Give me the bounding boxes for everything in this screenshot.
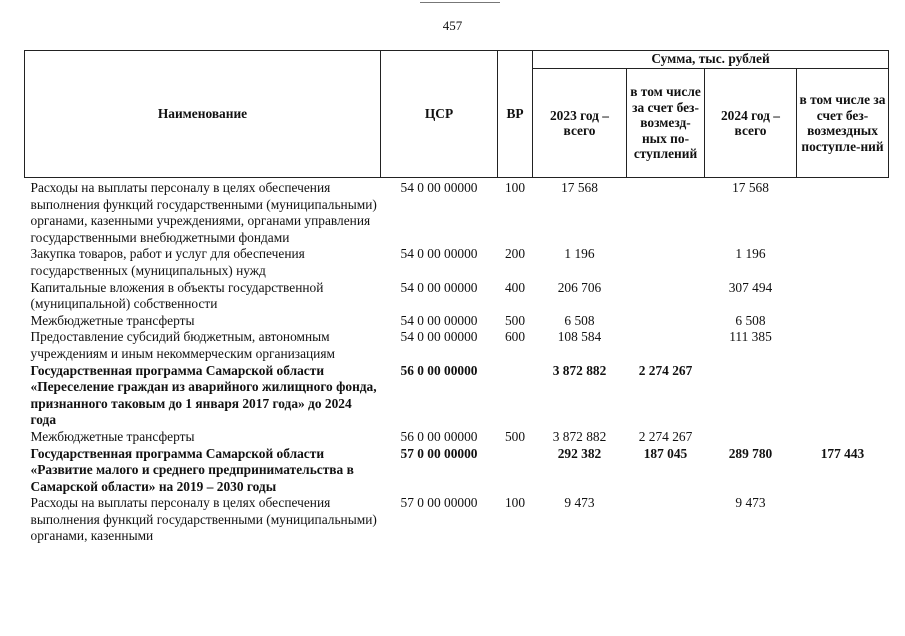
row-vr: 200 bbox=[504, 246, 526, 262]
row-2023-total: 108 584 bbox=[557, 329, 602, 345]
table-row bbox=[25, 429, 889, 446]
row-2023-grant bbox=[627, 329, 705, 362]
row-2023-total: 1 196 bbox=[564, 246, 595, 262]
header-2024-total: 2024 год – всего bbox=[705, 69, 797, 178]
row-csr: 54 0 00 00000 bbox=[400, 329, 478, 345]
row-vr: 100 bbox=[504, 180, 526, 195]
row-2024-grant bbox=[797, 329, 889, 362]
row-2023-grant bbox=[627, 280, 705, 313]
row-2024-total: 111 385 bbox=[729, 329, 772, 345]
row-2023-grant bbox=[627, 313, 705, 330]
table-row bbox=[25, 246, 889, 279]
row-2023-grant bbox=[627, 178, 705, 247]
row-2024-total bbox=[705, 429, 797, 446]
row-name: Закупка товаров, работ и услуг для обеспечения государственных (муниципальных) нужд bbox=[30, 246, 305, 278]
table-row bbox=[25, 363, 889, 429]
row-2024-grant bbox=[797, 495, 889, 545]
row-name: Расходы на выплаты персоналу в целях обеспечения выполнения функций государственными (муниципальными) органами, казенными учреждениями, органами управления государственными внебюджетными фондами bbox=[30, 180, 377, 245]
row-csr: 54 0 00 00000 bbox=[400, 279, 478, 295]
row-csr: 54 0 00 00000 bbox=[400, 246, 478, 262]
row-2023-total: 6 508 bbox=[564, 312, 595, 328]
header-csr: ЦСР bbox=[381, 51, 498, 178]
row-2024-total: 6 508 bbox=[735, 312, 766, 328]
row-2024-total: 289 780 bbox=[728, 445, 773, 461]
row-2024-total: 17 568 bbox=[732, 180, 769, 195]
row-2024-grant bbox=[797, 429, 889, 446]
row-name: Предоставление субсидий бюджетным, автономным учреждениям и иным некоммерческим организациям bbox=[30, 329, 335, 361]
page-number: 457 bbox=[442, 18, 463, 33]
budget-table bbox=[24, 50, 889, 545]
row-vr: 600 bbox=[504, 329, 526, 345]
row-2023-total: 292 382 bbox=[557, 445, 602, 461]
row-2023-grant bbox=[627, 246, 705, 279]
row-csr: 54 0 00 00000 bbox=[400, 180, 478, 195]
row-2023-grant: 2 274 267 bbox=[638, 428, 693, 444]
row-2024-grant: 177 443 bbox=[820, 445, 865, 461]
row-name: Межбюджетные трансферты bbox=[30, 312, 195, 328]
row-2024-total bbox=[705, 363, 797, 429]
row-2023-total: 206 706 bbox=[557, 279, 602, 295]
header-sum: Сумма, тыс. рублей bbox=[533, 51, 889, 69]
table-row bbox=[25, 446, 889, 496]
header-2023-total: 2023 год – всего bbox=[533, 69, 627, 178]
row-2024-total: 307 494 bbox=[728, 279, 773, 295]
row-2024-grant bbox=[797, 246, 889, 279]
row-2023-grant: 187 045 bbox=[643, 445, 688, 461]
row-vr: 400 bbox=[504, 279, 526, 295]
row-name: Капитальные вложения в объекты государственной (муниципальной) собственности bbox=[30, 279, 324, 312]
row-vr bbox=[498, 363, 533, 429]
row-2024-grant bbox=[797, 363, 889, 429]
row-2023-grant: 2 274 267 bbox=[638, 362, 693, 378]
row-name: Государственная программа Самарской области «Развитие малого и среднего предпринимательства в Самарской области» на 2019 – 2030 годы bbox=[30, 445, 354, 494]
row-csr: 57 0 00 00000 bbox=[400, 445, 478, 461]
row-2023-total: 3 872 882 bbox=[552, 362, 607, 378]
row-2024-grant bbox=[797, 178, 889, 247]
row-csr: 56 0 00 00000 bbox=[400, 362, 478, 378]
row-2023-total: 17 568 bbox=[561, 180, 598, 195]
row-name: Межбюджетные трансферты bbox=[30, 428, 195, 444]
header-2023-grant: в том числе за счет без-возмезд-ных по-ступлений bbox=[627, 69, 705, 178]
row-name: Расходы на выплаты персоналу в целях обеспечения выполнения функций государственными (муниципальными) органами, казенными bbox=[30, 495, 377, 544]
header-2024-grant: в том числе за счет без-возмездных поступле-ний bbox=[797, 69, 889, 178]
row-2023-total: 3 872 882 bbox=[552, 428, 607, 444]
table-row bbox=[25, 313, 889, 330]
row-csr: 54 0 00 00000 bbox=[400, 312, 478, 328]
row-2024-total: 9 473 bbox=[735, 495, 766, 511]
row-name: Государственная программа Самарской области «Переселение граждан из аварийного жилищного фонда, признанного таковым до 1 января 2017 года» до 2024 года bbox=[30, 362, 377, 428]
row-vr: 500 bbox=[504, 312, 526, 328]
row-2024-total: 1 196 bbox=[735, 246, 766, 262]
row-vr: 500 bbox=[504, 428, 526, 444]
row-vr: 100 bbox=[504, 495, 526, 511]
row-csr: 56 0 00 00000 bbox=[400, 428, 478, 444]
row-csr: 57 0 00 00000 bbox=[400, 495, 478, 511]
top-rule bbox=[420, 2, 500, 3]
table-row bbox=[25, 280, 889, 313]
header-name: Наименование bbox=[25, 51, 381, 178]
row-2024-grant bbox=[797, 280, 889, 313]
header-vr: ВР bbox=[498, 51, 533, 178]
table-row bbox=[25, 329, 889, 362]
table-row bbox=[25, 495, 889, 545]
row-vr bbox=[498, 446, 533, 496]
table-row bbox=[25, 178, 889, 247]
row-2023-grant bbox=[627, 495, 705, 545]
row-2024-grant bbox=[797, 313, 889, 330]
row-2023-total: 9 473 bbox=[564, 495, 595, 511]
